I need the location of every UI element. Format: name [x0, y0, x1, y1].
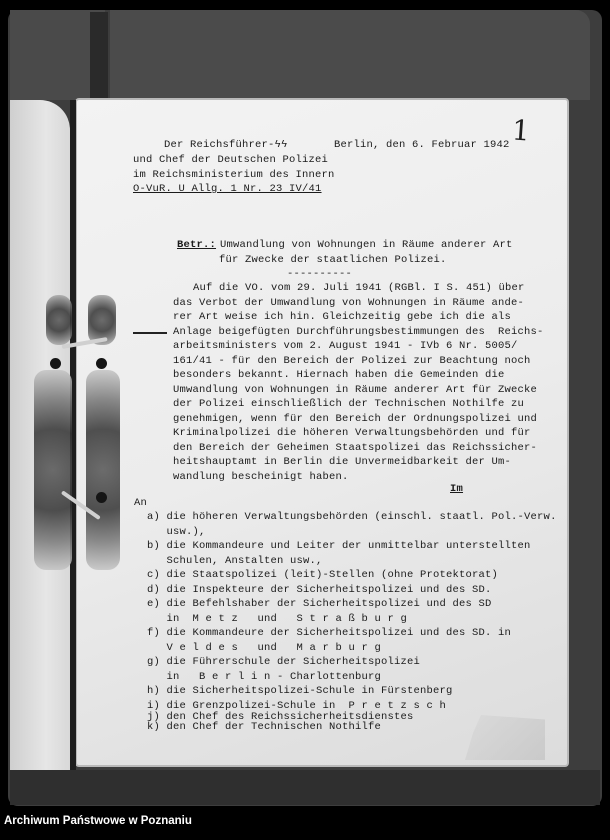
subject-separator: ---------- — [287, 268, 353, 280]
body-line: wandlung bescheinigt haben. — [173, 471, 349, 483]
recipient-line: d) die Inspekteure der Sicherheitspolizei und des SD. — [147, 584, 492, 596]
recipient-line: j) den Chef des Reichssicherheitsdienstes — [147, 711, 414, 723]
binding-stain — [34, 370, 72, 570]
binding-stain — [46, 295, 72, 345]
catchword: Im — [450, 483, 464, 495]
body-line: Anlage beigefügten Durchführungsbestimmungen des Reichs- — [173, 326, 544, 338]
recipient-line: i) die Grenzpolizei-Schule in P r e t z s c h — [147, 700, 447, 712]
recipient-line: a) die höheren Verwaltungsbehörden (einschl. staatl. Pol.-Verw. — [147, 511, 557, 523]
recipient-line: f) die Kommandeure der Sicherheitspolizei und des SD. in — [147, 627, 512, 639]
recipient-line: k) den Chef der Technischen Nothilfe — [147, 721, 382, 733]
sender-line-2: und Chef der Deutschen Polizei — [133, 154, 329, 166]
subject-line-2: für Zwecke der staatlichen Polizei. — [219, 254, 447, 266]
body-line: der Polizei einschließlich der Technischen Nothilfe zu — [173, 398, 525, 410]
recipient-line: b) die Kommandeure und Leiter der unmittelbar unterstellten — [147, 540, 531, 552]
punch-hole — [96, 358, 107, 369]
folder-board-bottom — [10, 770, 600, 805]
margin-mark — [133, 332, 167, 334]
body-line: besonders bekannt. Hiernach haben die Gemeinden die — [173, 369, 505, 381]
sender-line-3: im Reichsministerium des Innern — [133, 169, 335, 181]
body-line: den Bereich der Geheimen Staatspolizei das Reichssicher- — [173, 442, 538, 454]
recipient-line: h) die Sicherheitspolizei-Schule in Fürstenberg — [147, 685, 453, 697]
binding-stain — [86, 370, 120, 570]
place-date: Berlin, den 6. Februar 1942 — [334, 139, 510, 151]
recipient-line: in B e r l i n - Charlottenburg — [147, 671, 382, 683]
body-line: Umwandlung von Wohnungen in Räume anderer Art für Zwecke — [173, 384, 538, 396]
body-line: das Verbot der Umwandlung von Wohnungen in Räume ande- — [173, 297, 525, 309]
recipient-line: e) die Befehlshaber der Sicherheitspolizei und des SD — [147, 598, 492, 610]
body-line: heitshauptamt in Berlin die Unvermeidbarkeit der Um- — [173, 456, 512, 468]
punch-hole — [50, 358, 61, 369]
body-line: arbeitsministers vom 2. August 1941 - IVb 6 Nr. 5005/ — [173, 340, 518, 352]
folder-board-top — [110, 10, 590, 100]
body-line: 161/41 - für den Bereich der Polizei zur Beachtung noch — [173, 355, 531, 367]
recipient-line: c) die Staatspolizei (leit)-Stellen (ohne Protektorat) — [147, 569, 499, 581]
reference-number: O-VuR. U Allg. 1 Nr. 23 IV/41 — [133, 183, 322, 195]
recipient-line: Schulen, Anstalten usw., — [147, 555, 323, 567]
archive-credit: Archiwum Państwowe w Poznaniu — [4, 815, 192, 827]
subject-line-1: Umwandlung von Wohnungen in Räume anderer Art — [220, 239, 513, 251]
recipient-line: g) die Führerschule der Sicherheitspolizei — [147, 656, 421, 668]
folder-fold — [90, 12, 108, 102]
sender-line-1: Der Reichsführer-ϟϟ — [164, 139, 288, 151]
body-line: Auf die VO. vom 29. Juli 1941 (RGBl. I S. 451) über — [193, 282, 525, 294]
body-line: Kriminalpolizei die höheren Verwaltungsbehörden und für — [173, 427, 531, 439]
body-line: genehmigen, wenn für den Bereich der Ordnungspolizei und — [173, 413, 538, 425]
recipient-line: in M e t z und S t r a ß b u r g — [147, 613, 408, 625]
punch-hole — [96, 492, 107, 503]
handwritten-page-number: 1 — [510, 113, 531, 148]
recipient-line: usw.), — [147, 526, 206, 538]
address-label: An — [134, 497, 148, 509]
recipient-line: V e l d e s und M a r b u r g — [147, 642, 382, 654]
body-line: rer Art weise ich hin. Gleichzeitig gebe ich die als — [173, 311, 512, 323]
subject-label: Betr.: — [177, 239, 217, 251]
